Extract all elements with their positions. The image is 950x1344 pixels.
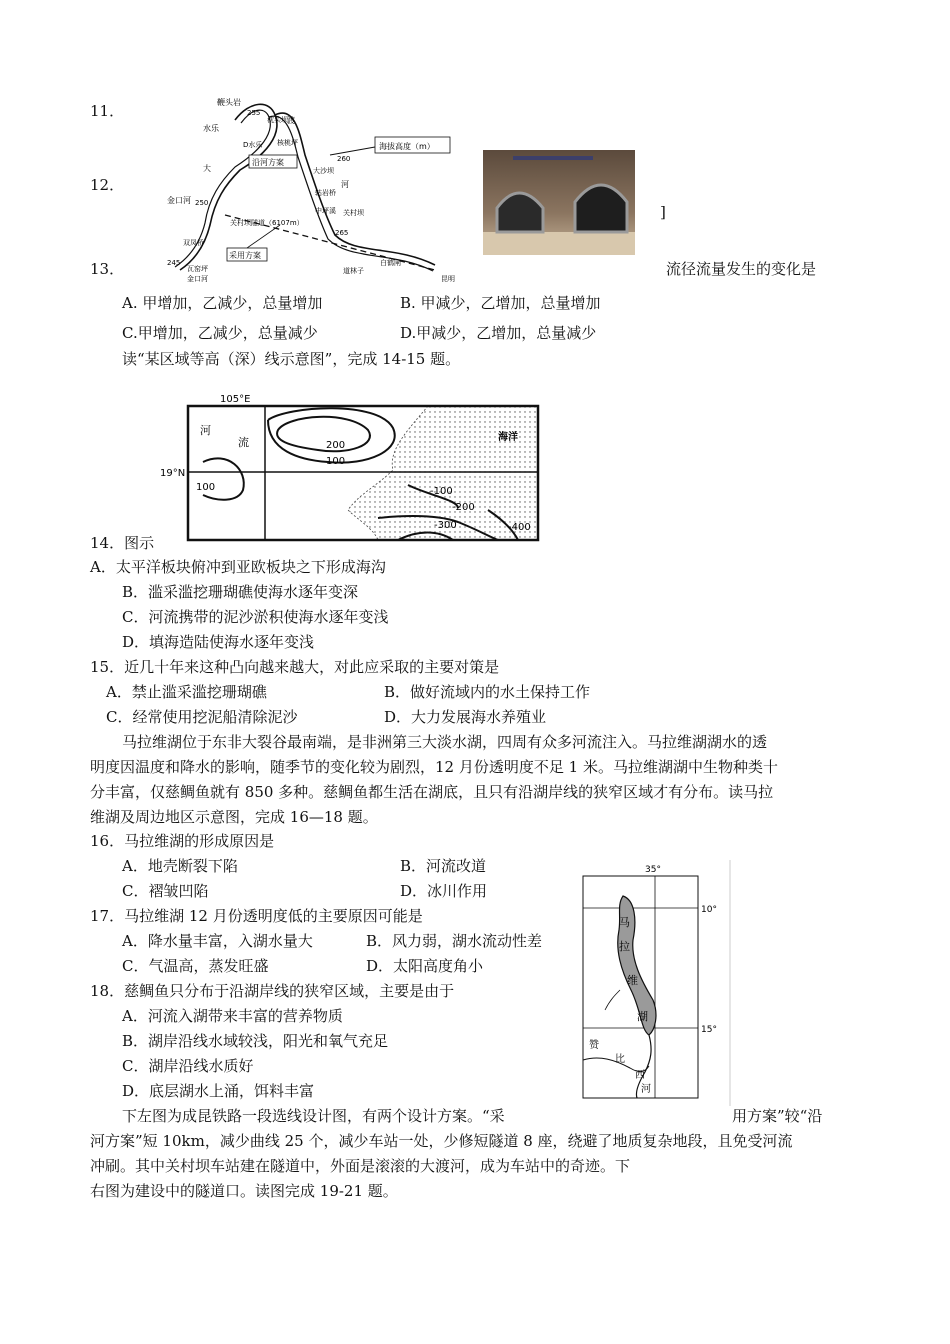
q17-option-a: A．降水量丰富，入湖水量大 (122, 932, 313, 950)
contour-label-9: -400 (508, 522, 531, 533)
contour-lat-label: 19°N (160, 468, 186, 479)
q18-option-c: C．湖岸沿线水质好 (122, 1057, 254, 1075)
rail-label-16: 关村坝 (343, 209, 364, 217)
q13-option-d: D.甲减少，乙增加，总量减少 (400, 324, 597, 342)
rail-label-7: 海拔高度（m） (379, 142, 435, 151)
q17-option-b: B．风力弱，湖水流动性差 (366, 932, 543, 950)
contour-map (158, 390, 546, 548)
rail-label-17: 关村坝隧道（6107m） (230, 219, 304, 227)
q16-option-a: A．地壳断裂下陷 (122, 857, 238, 875)
contour-label-5: 海洋 (498, 432, 518, 443)
rail-label-24: 道林子 (343, 267, 364, 275)
rail-label-1: 枕头坝 (267, 116, 288, 124)
rail-label-25: 昆明 (441, 275, 455, 283)
q15-option-d: D．大力发展海水养殖业 (384, 708, 547, 726)
q17-option-d: D．太阳高度角小 (366, 957, 484, 975)
rail-label-23: 白鹤闸 (380, 259, 401, 267)
contour-label-7: -200 (452, 502, 475, 513)
q13-tail: 流径流量发生的变化是 (666, 260, 817, 278)
contour-label-3: 100 (326, 456, 346, 467)
rail-label-20: 双凤桥 (183, 239, 204, 247)
rail-label-21: 瓦窑坪 (187, 265, 208, 273)
rail-para-line-3: 冲刷。其中关村坝车站建在隧道中，外面是滚滚的大渡河，成为车站中的奇迹。下 (90, 1157, 631, 1175)
q15-option-b: B．做好流域内的水土保持工作 (384, 683, 591, 701)
rail-para-line-4: 右图为建设中的隧道口。读图完成 19-21 题。 (90, 1182, 398, 1200)
rail-label-27: 255 (247, 109, 261, 117)
q16-option-d: D．冰川作用 (400, 882, 488, 900)
rail-label-26: 245 (167, 259, 181, 267)
malawi-label-3: 拉 (619, 940, 630, 953)
rail-label-6: 沿河方案 (252, 158, 284, 167)
malawi-label-6: 15° (701, 1025, 717, 1035)
tunnel-photo (483, 150, 635, 255)
contour-label-8: -300 (434, 520, 457, 531)
contour-label-0: 河 (200, 424, 211, 437)
contour-label-1: 流 (238, 436, 249, 449)
q18-option-a: A．河流入湖带来丰富的营养物质 (122, 1007, 343, 1025)
q15-option-a: A．禁止滥采滥挖珊瑚礁 (106, 683, 267, 701)
rail-label-0: 鞭头岩 (217, 98, 241, 107)
rail-label-3: 水乐 (203, 124, 219, 133)
q14-option-d: D．填海造陆使海水逐年变浅 (122, 633, 315, 651)
q13-option-a: A. 甲增加，乙减少，总量增加 (122, 294, 323, 312)
malawi-label-2: 马 (619, 916, 630, 929)
q16-option-b: B．河流改道 (400, 857, 487, 875)
malawi-label-9: 西 (635, 1070, 645, 1081)
q16-option-c: C．褶皱凹陷 (122, 882, 209, 900)
malawi-label-10: 河 (641, 1084, 651, 1095)
q14-option-c: C．河流携带的泥沙淤积使海水逐年变浅 (122, 608, 389, 626)
rail-label-4: D水乐 (243, 141, 263, 149)
rail-label-11: 轱岩桥 (315, 189, 336, 197)
malawi-label-1: 10° (701, 905, 717, 915)
malawi-map (575, 860, 735, 1106)
rail-label-13: 金口河 (167, 196, 191, 205)
malawi-para-line-4: 维湖及周边地区示意图，完成 16—18 题。 (90, 808, 378, 826)
q18-stem: 18．慈鲷鱼只分布于沿湖岸线的狭窄区域，主要是由于 (90, 982, 455, 1000)
q11-number: 11． (90, 102, 125, 120)
malawi-label-8: 比 (615, 1054, 625, 1065)
rail-label-19: 采用方案 (229, 251, 261, 260)
intro-14-15: 读“某区域等高（深）线示意图”，完成 14-15 题。 (122, 350, 461, 368)
contour-lon-label: 105°E (220, 394, 251, 405)
q16-stem: 16．马拉维湖的形成原因是 (90, 832, 275, 850)
rail-label-5: 核桃坪 (277, 139, 298, 147)
q17-stem: 17．马拉维湖 12 月份透明度低的主要原因可能是 (90, 907, 423, 925)
malawi-para-line-1: 马拉维湖位于东非大裂谷最南端，是非洲第三大淡水湖，四周有众多河流注入。马拉维湖湖水的透 (122, 733, 768, 751)
rail-label-15: 中坪溪 (315, 207, 336, 215)
malawi-label-5: 湖 (637, 1010, 648, 1023)
q18-option-d: D．底层湖水上涌，饵料丰富 (122, 1082, 315, 1100)
q13-number: 13． (90, 260, 125, 278)
malawi-label-0: 35° (645, 865, 661, 875)
q13-option-c: C.甲增加，乙减少，总量减少 (122, 324, 318, 342)
q14-option-b: B．滥采滥挖珊瑚礁使海水逐年变深 (122, 583, 359, 601)
rail-label-12: 大 (203, 164, 211, 173)
contour-label-4: 100 (196, 482, 216, 493)
rail-para-line-1a: 下左图为成昆铁路一段选线设计图，有两个设计方案。“采 (122, 1107, 505, 1125)
rail-label-22: 金口河 (187, 275, 208, 283)
q12-number: 12． (90, 176, 125, 194)
railway-route-map (165, 95, 465, 285)
rail-label-2: 渡 (287, 116, 295, 125)
malawi-para-line-3: 分丰富，仅慈鲷鱼就有 850 多种。慈鲷鱼都生活在湖底，且只有沿湖岸线的狭窄区域才有分布。读马拉 (90, 783, 774, 801)
rail-label-9: 大沙坝 (313, 167, 334, 175)
q15-option-c: C．经常使用挖泥船清除泥沙 (106, 708, 298, 726)
q15-stem: 15．近几十年来这种凸向越来越大，对此应采取的主要对策是 (90, 658, 500, 676)
malawi-label-4: 维 (627, 974, 638, 987)
q18-option-b: B．湖岸沿线水域较浅，阳光和氧气充足 (122, 1032, 389, 1050)
rail-label-18: 265 (335, 229, 349, 237)
q14-option-a: A．太平洋板块俯冲到亚欧板块之下形成海沟 (90, 558, 386, 576)
contour-label-6: -100 (430, 486, 453, 497)
rail-label-10: 河 (341, 180, 349, 189)
contour-label-2: 200 (326, 440, 346, 451)
q14-stem: 14．图示 (90, 534, 155, 552)
rail-para-line-1b: 用方案”较“沿 (732, 1107, 823, 1125)
malawi-para-line-2: 明度因温度和降水的影响，随季节的变化较为剧烈，12 月份透明度不足 1 米。马拉维湖湖中生物种类十 (90, 758, 778, 776)
q13-option-b: B. 甲减少，乙增加，总量增加 (400, 294, 601, 312)
q12-tail: ] (660, 203, 666, 221)
rail-label-14: 250 (195, 199, 209, 207)
q17-option-c: C．气温高，蒸发旺盛 (122, 957, 269, 975)
rail-para-line-2: 河方案”短 10km，减少曲线 25 个，减少车站一处，少修短隧道 8 座，绕避了地质复杂地段，且免受河流 (90, 1132, 793, 1150)
rail-label-8: 260 (337, 155, 351, 163)
malawi-label-7: 赞 (589, 1040, 599, 1051)
